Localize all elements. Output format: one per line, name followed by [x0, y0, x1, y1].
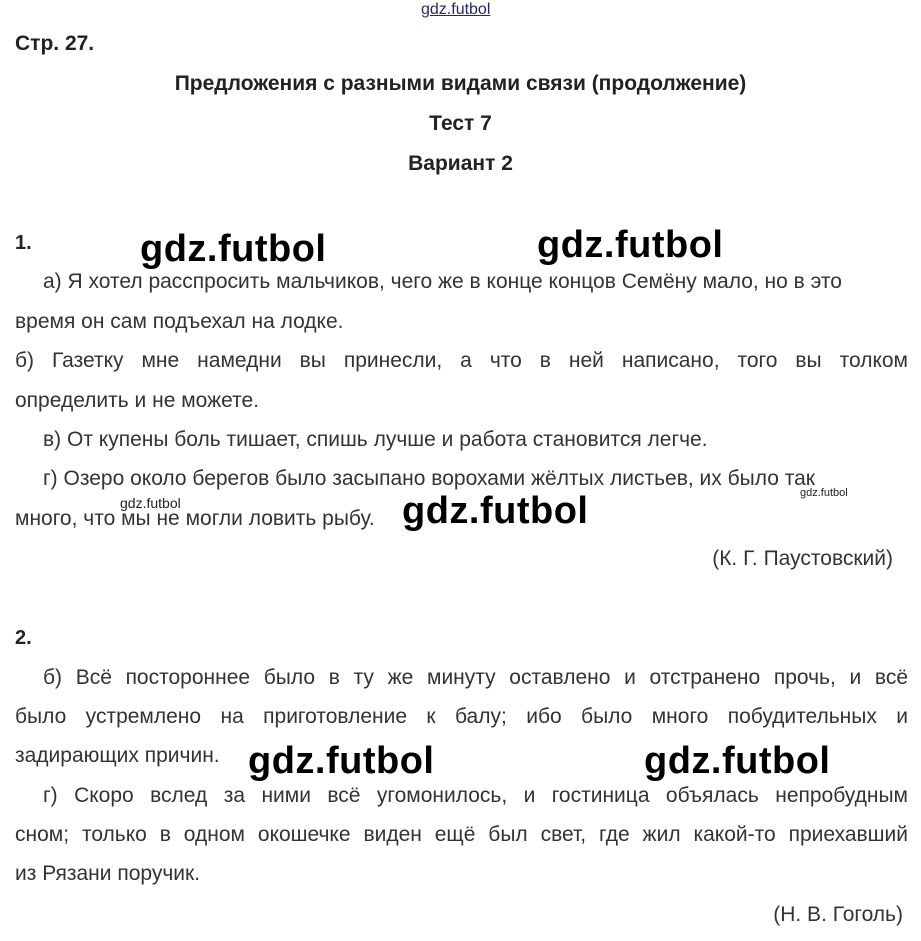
page-reference: Стр. 27.	[15, 32, 95, 55]
task2-line: задирающих причин.	[15, 744, 220, 767]
author-attribution: (Н. В. Гоголь)	[773, 903, 903, 926]
task1-line: в) От купены боль тишает, спишь лучше и работа становится легче.	[43, 428, 708, 451]
watermark: gdz.futbol	[402, 490, 589, 532]
task2-line: сном; только в одном окошечке виден ещё был свет, где жил какой-то приехавший	[15, 823, 908, 846]
task-number: 2.	[15, 627, 32, 649]
task1-line: много, что мы не могли ловить рыбу.	[15, 507, 375, 530]
watermark: gdz.futbol	[800, 487, 848, 499]
task1-line: г) Озеро около берегов было засыпано ворохами жёлтых листьев, их было так	[43, 467, 815, 490]
task1-line: б) Газетку мне намедни вы принесли, а что в ней написано, того вы толком	[15, 349, 908, 372]
task2-line: б) Всё постороннее было в ту же минуту оставлено и отстранено прочь, и всё	[43, 666, 908, 689]
variant-title: Вариант 2	[408, 152, 513, 175]
test-title: Тест 7	[429, 112, 492, 135]
task1-line: определить и не можете.	[15, 389, 260, 412]
task2-line: из Рязани поручик.	[15, 862, 201, 885]
task2-line: г) Скоро вслед за ними всё угомонилось, и гостиница объялась непробудным	[43, 784, 908, 807]
watermark: gdz.futbol	[644, 740, 831, 782]
task1-line: время он сам подъехал на лодке.	[15, 310, 344, 333]
watermark: gdz.futbol	[120, 495, 181, 511]
page-title: Предложения с разными видами связи (продолжение)	[174, 72, 747, 95]
task-number: 1.	[15, 232, 32, 254]
watermark-top: gdz.futbol	[421, 1, 491, 18]
author-attribution: (К. Г. Паустовский)	[712, 547, 893, 570]
watermark: gdz.futbol	[140, 228, 327, 270]
task1-line: а) Я хотел расспросить мальчиков, чего же в конце концов Семёну мало, но в это	[43, 270, 842, 293]
watermark: gdz.futbol	[248, 740, 435, 782]
watermark: gdz.futbol	[537, 224, 724, 266]
task2-line: было устремлено на приготовление к балу; ибо было много побудительных и	[15, 705, 908, 728]
